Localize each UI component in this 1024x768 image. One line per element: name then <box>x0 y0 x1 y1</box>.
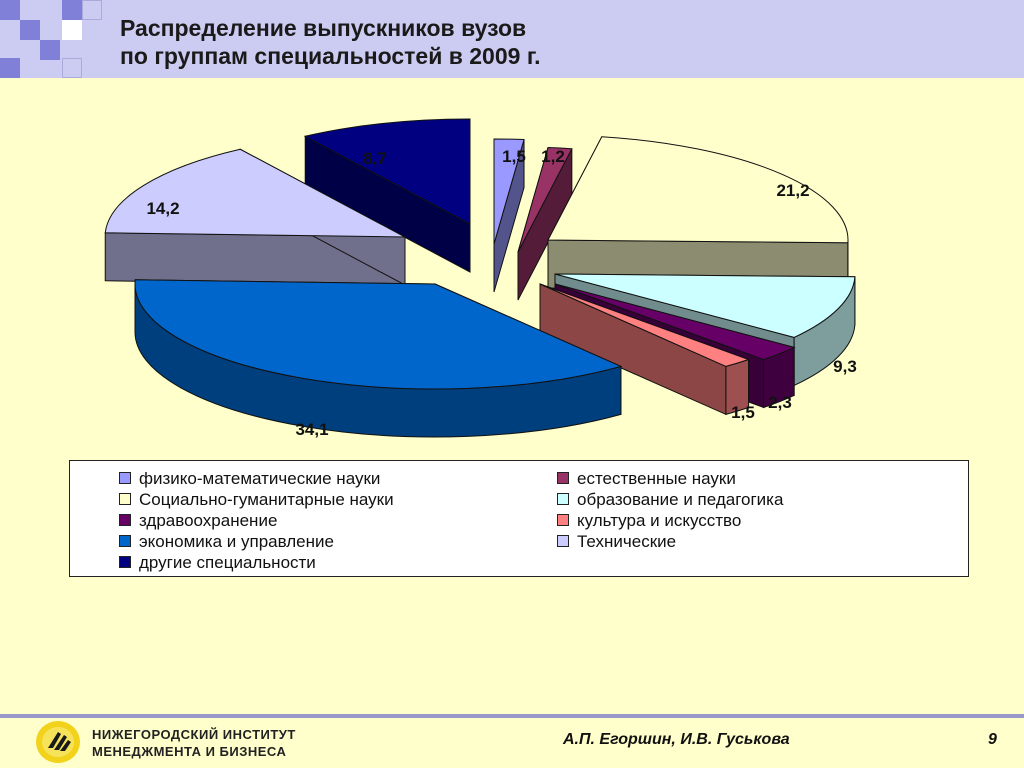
authors: А.П. Егоршин, И.В. Гуськова <box>563 731 790 748</box>
data-label: 21,2 <box>776 181 810 200</box>
legend-swatch <box>557 535 569 547</box>
slide-title-line2: по группам специальностей в 2009 г. <box>120 43 541 69</box>
legend-item <box>557 511 741 532</box>
legend-label: Социально-гуманитарные науки <box>139 490 394 509</box>
slide-title-line1: Распределение выпускников вузов <box>120 15 527 41</box>
data-label: 1,2 <box>541 147 565 166</box>
legend-swatch <box>119 556 131 568</box>
institute-name <box>92 726 296 760</box>
institute-name-line2: МЕНЕДЖМЕНТА И БИЗНЕСА <box>92 744 287 759</box>
data-label: 1,5 <box>502 147 526 166</box>
legend-label: физико-математические науки <box>139 469 381 488</box>
legend-label: экономика и управление <box>139 532 334 551</box>
institute-logo <box>30 718 86 766</box>
pie-slice <box>548 137 848 291</box>
legend-swatch <box>119 493 131 505</box>
data-label: 1,5 <box>731 403 755 422</box>
legend-item <box>557 532 676 553</box>
data-label: 9,3 <box>833 357 857 376</box>
institute-name-line1: НИЖЕГОРОДСКИЙ ИНСТИТУТ <box>92 727 296 742</box>
legend-label: Технические <box>577 532 677 551</box>
legend-item <box>119 511 277 532</box>
legend-item <box>119 469 380 490</box>
legend-item <box>119 490 394 511</box>
data-label: 8,7 <box>363 149 387 168</box>
data-label: 34,1 <box>295 420 329 439</box>
chart-legend <box>69 460 969 577</box>
legend-swatch <box>557 493 569 505</box>
legend-label: другие специальности <box>139 553 316 572</box>
data-label: 14,2 <box>146 199 180 218</box>
legend-swatch <box>557 514 569 526</box>
legend-label: здравоохранение <box>139 511 278 530</box>
page-number: 9 <box>988 731 997 748</box>
legend-swatch <box>119 514 131 526</box>
legend-item <box>119 532 334 553</box>
legend-item <box>119 553 316 574</box>
legend-swatch <box>119 535 131 547</box>
legend-item <box>557 469 736 490</box>
legend-swatch <box>557 472 569 484</box>
data-label: 2,3 <box>768 393 792 412</box>
footer-divider <box>0 714 1024 718</box>
legend-item <box>557 490 783 511</box>
legend-label: образование и педагогика <box>577 490 784 509</box>
legend-swatch <box>119 472 131 484</box>
legend-label: культура и искусство <box>577 511 742 530</box>
legend-label: естественные науки <box>577 469 736 488</box>
